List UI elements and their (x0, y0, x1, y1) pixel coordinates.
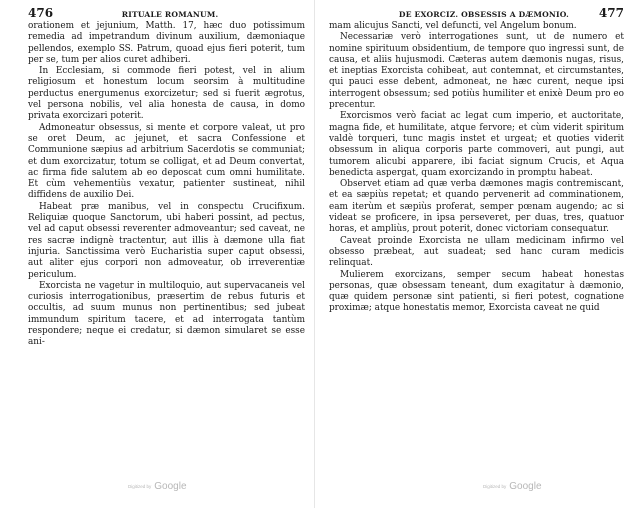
paragraph: In Ecclesiam, si commode fieri potest, vel in alium religiosum et honestum locum seorsim à multitudine perductus energumenus exorcizetur; sed si fuerit ægrotus, vel persona nobilis, vel alia honesta de causa, in domo privata exorcizari poterit. (28, 66, 305, 122)
paragraph: Caveat proinde Exorcista ne ullam medicinam infirmo vel obsesso præbeat, aut suadeat; sed hanc curam medicis relinquat. (329, 235, 624, 269)
right-running-head: DE EXORCIZ. OBSESSIS A DÆMONIO. (398, 10, 569, 19)
left-page-number: 476 (28, 6, 54, 20)
right-page (315, 0, 630, 508)
paragraph: Exorcista ne vagetur in multiloquio, aut supervacaneis vel curiosis interrogationibus, præsertim de rebus futuris et occultis, ad suum munus non pertinentibus; sed jubeat immundum spiritum tacere, et ad interrogata tantùm respondere; neque ei credatur, si dæmon simularet se esse ani- (28, 280, 305, 348)
right-page-text (329, 21, 624, 315)
paragraph: Habeat præ manibus, vel in conspectu Crucifixum. Reliquiæ quoque Sanctorum, ubi haberi possint, ad pectus, vel ad caput obsessi reverenter admoveantur; sed caveat, ne res sacræ indignè tractentur, aut illis à dæmone ulla fiat injuria. Sanctissima verò Eucharistia super caput obsessi, aut aliter ejus corpori non admoveatur, ob irreverentiæ periculum. (28, 201, 305, 280)
left-page-text (28, 21, 305, 349)
right-page-header (329, 6, 624, 20)
paragraph: Observet etiam ad quæ verba dæmones magis contremiscant, et ea sæpiùs repetat; et quando pervenerit ad comminationem, eam iterùm et sæpiùs proferat, semper pœnam augendo; ac si videat se proficere, in ipsa perseveret, per duas, tres, quatuor horas, et ampliùs, prout poterit, donec victoriam consequatur. (329, 179, 624, 235)
left-page-header (28, 6, 305, 20)
google-watermark-left: Digitized by Google (128, 481, 187, 492)
paragraph: Necessariæ verò interrogationes sunt, ut de numero et nomine spirituum obsidentium, de tempore quo ingressi sunt, de causa, et aliis hujusmodi. Cæteras autem dæmonis nugas, risus, et ineptias Exorcista cohibeat, aut contemnat, et circumstantes, qui pauci esse debent, admoneat, ne hæc curent, neque ipsi interrogent obsessum; sed potiùs humiliter et enixè Deum pro eo precentur. (329, 32, 624, 111)
paragraph: Exorcismos verò faciat ac legat cum imperio, et auctoritate, magna fide, et humilitate, atque fervore; et cùm viderit spiritum valdè torqueri, tunc magis instet et urgeat; et quoties viderit obsessum in aliqua corporis parte commoveri, aut pungi, aut tumorem alicubi apparere, ibi faciat signum Crucis, et Aqua benedicta aspergat, quam exorcizando in promptu habeat. (329, 111, 624, 178)
paragraph: orationem et jejunium, Matth. 17, hæc duo potissimum remedia ad impetrandum divinum auxilium, dæmoniaque pellendos, exemplo SS. Patrum, quoad ejus fieri poterit, tum per se, tum per alios curet adhiberi. (28, 21, 305, 65)
paragraph: Mulierem exorcizans, semper secum habeat honestas personas, quæ obsessam teneant, dum exagitatur à dæmonio, quæ quidem personæ sint patienti, si fieri potest, cognatione proximæ; atque honestatis memor, Exorcista caveat ne quid (329, 269, 624, 314)
left-running-head: RITUALE ROMANUM. (121, 10, 219, 19)
google-watermark-right: Digitized by Google (483, 481, 542, 492)
paragraph: mam alicujus Sancti, vel defuncti, vel Angelum bonum. (329, 21, 577, 31)
right-page-number: 477 (598, 6, 624, 20)
paragraph: Admoneatur obsessus, si mente et corpore valeat, ut pro se oret Deum, ac jejunet, et sacra Confessione et Communione sæpius ad arbitrium Sacerdotis se communiat; et dum exorcizatur, totum se colligat, et ad Deum convertat, ac firma fide salutem ab eo deposcat cum omni humilitate. Et cùm vehementiùs vexatur, patienter sustineat, nihil diffidens de auxilio Dei. (28, 122, 305, 201)
